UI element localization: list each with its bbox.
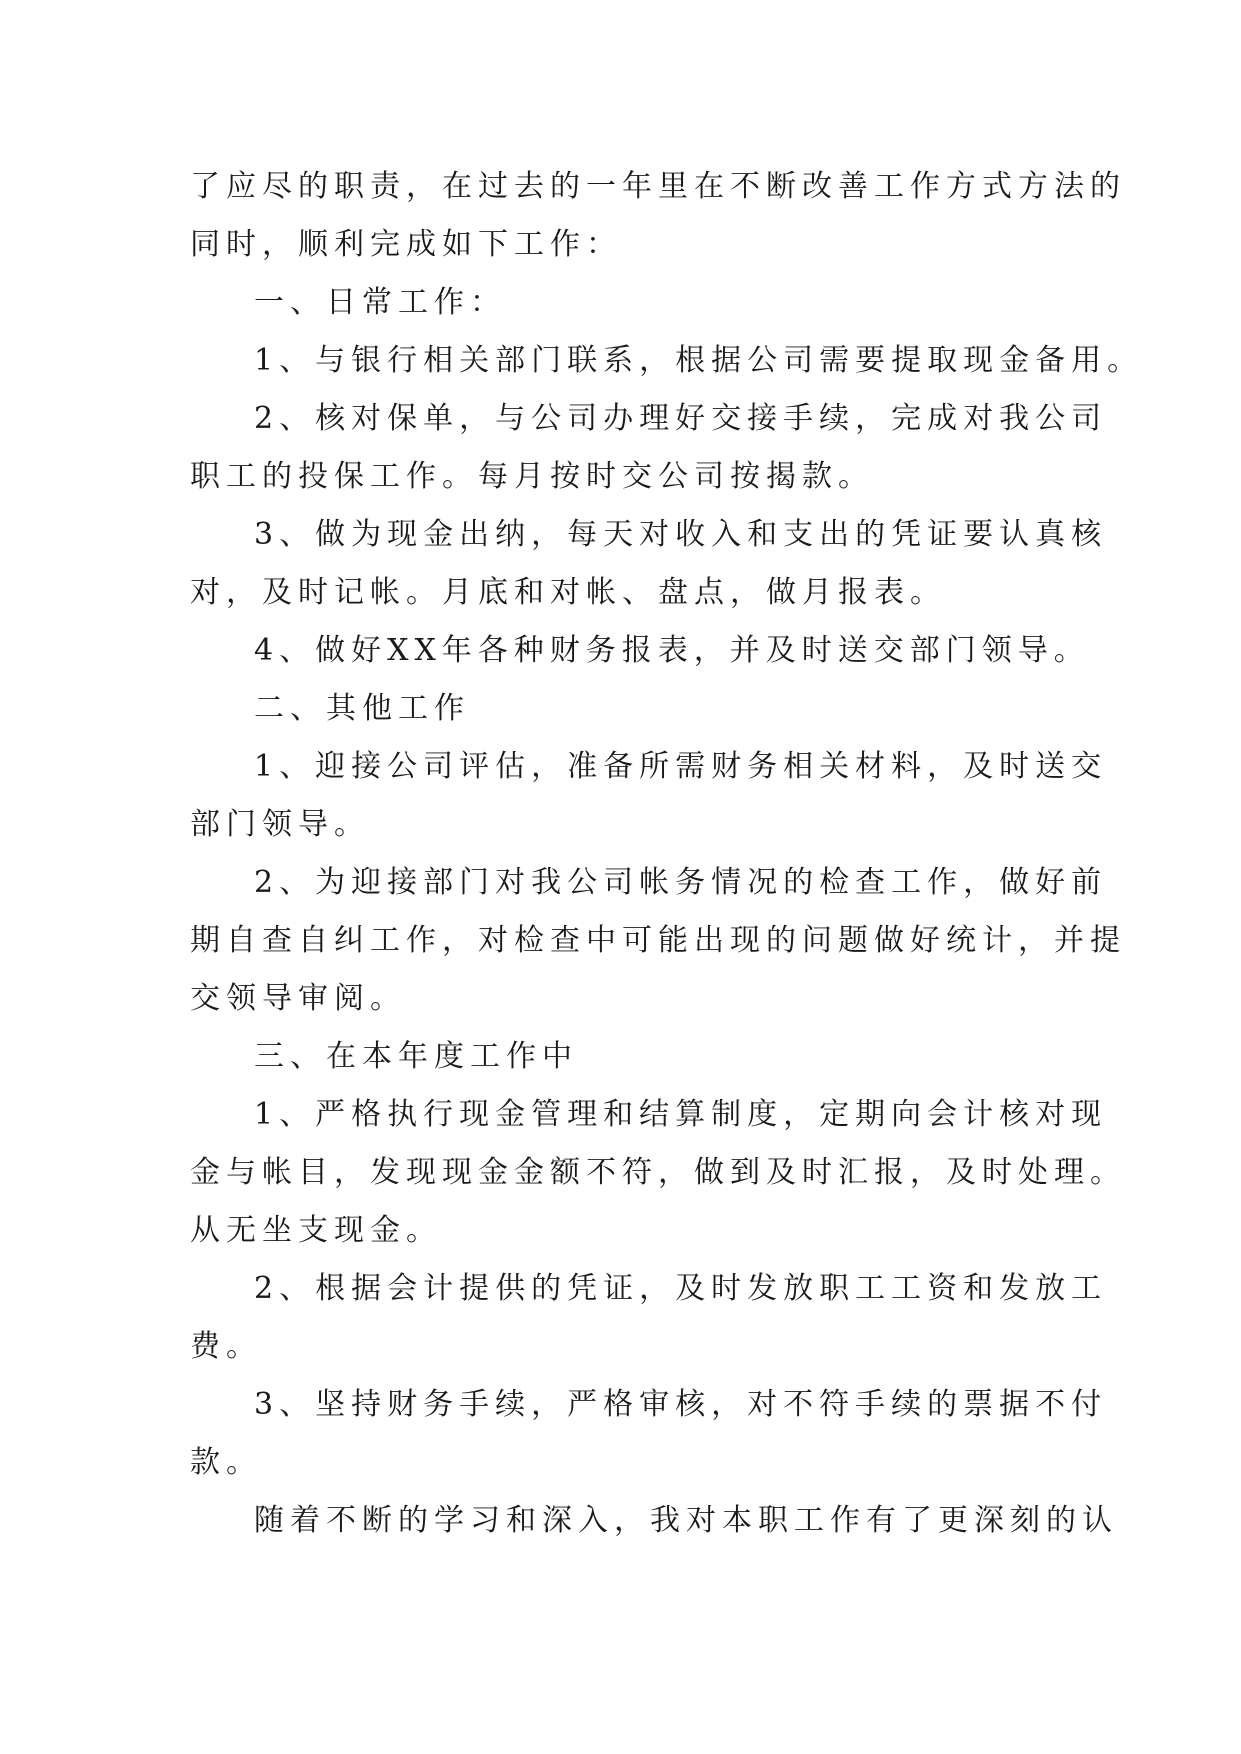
- text-line: 2、根据会计提供的凭证，及时发放职工工资和发放工: [254, 1271, 1108, 1306]
- text-line: 款。: [190, 1445, 262, 1480]
- text-line: 从无坐支现金。: [190, 1213, 442, 1248]
- text-line: 费。: [190, 1329, 262, 1364]
- text-line: 1、严格执行现金管理和结算制度，定期向会计核对现: [254, 1097, 1108, 1132]
- text-line: 3、坚持财务手续，严格审核，对不符手续的票据不付: [254, 1387, 1108, 1422]
- text-line: 同时，顺利完成如下工作：: [190, 227, 622, 262]
- text-line: 交领导审阅。: [190, 981, 406, 1016]
- section-heading: 三、在本年度工作中: [254, 1039, 578, 1074]
- text-line: 2、核对保单，与公司办理好交接手续，完成对我公司: [254, 401, 1108, 436]
- text-line: 了应尽的职责，在过去的一年里在不断改善工作方式方法的: [190, 169, 1126, 204]
- section-heading: 一、日常工作：: [254, 285, 506, 320]
- text-line: 3、做为现金出纳，每天对收入和支出的凭证要认真核: [254, 517, 1108, 552]
- text-line: 1、与银行相关部门联系，根据公司需要提取现金备用。: [254, 343, 1144, 378]
- text-line: 对，及时记帐。月底和对帐、盘点，做月报表。: [190, 575, 946, 610]
- text-line: 金与帐目，发现现金金额不符，做到及时汇报，及时处理。: [190, 1155, 1126, 1190]
- text-line: 期自查自纠工作，对检查中可能出现的问题做好统计，并提: [190, 923, 1126, 958]
- section-heading: 二、其他工作: [254, 691, 470, 726]
- document-body: [190, 158, 1144, 1550]
- text-line: 2、为迎接部门对我公司帐务情况的检查工作，做好前: [254, 865, 1108, 900]
- text-line: 随着不断的学习和深入，我对本职工作有了更深刻的认: [254, 1503, 1118, 1538]
- text-line: 部门领导。: [190, 807, 370, 842]
- text-line: 1、迎接公司评估，准备所需财务相关材料，及时送交: [254, 749, 1108, 784]
- text-line: 职工的投保工作。每月按时交公司按揭款。: [190, 459, 874, 494]
- text-line: 4、做好XX年各种财务报表，并及时送交部门领导。: [254, 633, 1090, 668]
